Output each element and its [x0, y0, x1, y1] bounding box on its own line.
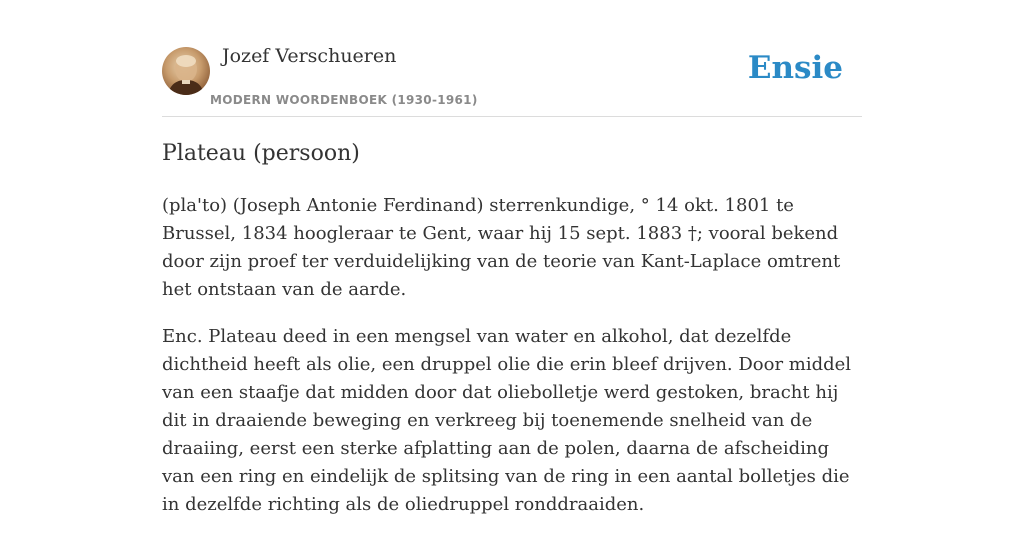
- entry-body: [162, 192, 862, 538]
- header: [162, 0, 862, 117]
- entry-paragraph: (pla'to) (Joseph Antonie Ferdinand) sterrenkundige, ° 14 okt. 1801 te Brussel, 1834 hoogleraar te Gent, waar hij 15 sept. 1883 †; vooral bekend door zijn proef ter verduidelijking van de teorie van Kant-Laplace omtrent het ontstaan van de aarde.: [162, 195, 841, 300]
- entry-paragraph: Enc. Plateau deed in een mengsel van water en alkohol, dat dezelfde dichtheid heeft als olie, een druppel olie die erin bleef drijven. Door middel van een staafje dat midden door dat oliebolletje werd gestoken, bracht hij dit in draaiende beweging en verkreeg bij toenemende snelheid van de draaiing, eerst een sterke afplatting aan de polen, daarna de afscheiding van een ring en eindelijk de splitsing van de ring in een aantal bolletjes die in dezelfde richting als de oliedruppel ronddraaiden.: [162, 326, 852, 515]
- portrait-icon: [162, 47, 210, 95]
- page: [162, 0, 862, 515]
- author-name[interactable]: Jozef Verschueren: [222, 45, 397, 67]
- source-label[interactable]: MODERN WOORDENBOEK (1930-1961): [210, 93, 478, 107]
- author-avatar[interactable]: [162, 47, 210, 95]
- entry-title: Plateau (persoon): [162, 141, 360, 166]
- site-logo[interactable]: Ensie: [747, 50, 843, 86]
